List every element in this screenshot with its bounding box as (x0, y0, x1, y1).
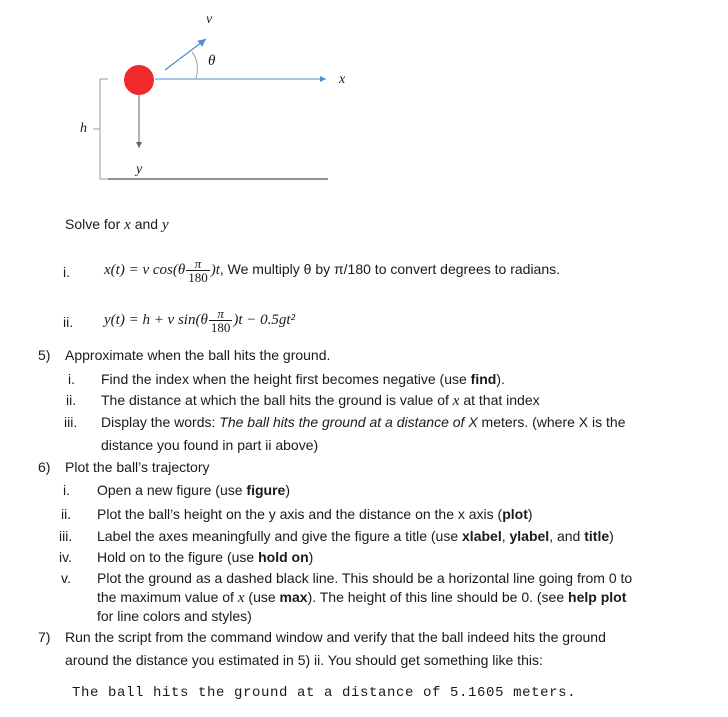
step6-item-i: Open a new figure (use figure) (97, 482, 290, 498)
equation-x: x(t) = v cos(θ $\frac{\pi}{180}$ )t, We multiply θ by π/180 to convert degrees to radians. (104, 255, 561, 285)
step6-item-v-line1: Plot the ground as a dashed black line. This should be a horizontal line going from 0 to (97, 570, 633, 586)
step6-number: 6) (38, 459, 51, 475)
step6-item-ii: Plot the ball’s height on the y axis and the distance on the x axis (plot) (97, 506, 533, 522)
label-v: v (206, 12, 213, 27)
step5-number: 5) (38, 347, 51, 363)
label-x: x (339, 72, 346, 87)
step5-item-iii-cont: distance you found in part ii above) (101, 437, 319, 453)
intro-line: Solve for x and y (65, 216, 169, 233)
step5-item-i: Find the index when the height first becomes negative (use find). (101, 371, 505, 387)
equation-y: y(t) = h + v sin(θ $\frac{\pi}{180}$ )t − 0.5gt² (104, 305, 296, 335)
step5-item-iii: Display the words: The ball hits the ground at a distance of X meters. (where X is the (101, 414, 626, 430)
step7-line1: Run the script from the command window and verify that the ball indeed hits the ground (65, 629, 606, 645)
step5-item-ii-number: ii. (66, 392, 77, 408)
theta-arc (192, 52, 197, 79)
step7-number: 7) (38, 629, 51, 645)
step6-item-ii-number: ii. (61, 506, 72, 522)
step6-heading: Plot the ball’s trajectory (65, 459, 210, 475)
height-bracket (100, 79, 108, 179)
step6-item-iii: Label the axes meaningfully and give the figure a title (use xlabel, ylabel, and title) (97, 528, 614, 544)
console-output: The ball hits the ground at a distance of 5.1605 meters. (72, 685, 577, 701)
step6-item-iii-number: iii. (59, 528, 73, 544)
step6-item-i-number: i. (63, 482, 70, 498)
fraction-pi-180: $\frac{\pi}{180}$ (188, 255, 208, 285)
label-h: h (80, 121, 87, 136)
step5-item-ii: The distance at which the ball hits the ground is value of x at that index (101, 392, 540, 409)
eq-ii-number: ii. (63, 314, 74, 330)
step6-item-iv-number: iv. (59, 549, 72, 565)
ball (124, 65, 154, 95)
step6-item-v-number: v. (61, 570, 71, 586)
label-y: y (136, 162, 143, 177)
velocity-arrow (165, 39, 206, 70)
projectile-diagram (0, 0, 728, 200)
step6-item-v-line2: the maximum value of x (use max). The height of this line should be 0. (see help plot (97, 589, 627, 606)
label-theta: θ (208, 53, 216, 69)
step5-heading: Approximate when the ball hits the ground. (65, 347, 331, 363)
eq-i-number: i. (63, 264, 70, 280)
step6-item-v-line3: for line colors and styles) (97, 608, 252, 624)
step6-item-iv: Hold on to the figure (use hold on) (97, 549, 314, 565)
step5-item-i-number: i. (68, 371, 75, 387)
step7-line2: around the distance you estimated in 5) ii. You should get something like this: (65, 652, 543, 668)
fraction-pi-180: $\frac{\pi}{180}$ (210, 305, 231, 335)
step5-item-iii-number: iii. (64, 414, 78, 430)
